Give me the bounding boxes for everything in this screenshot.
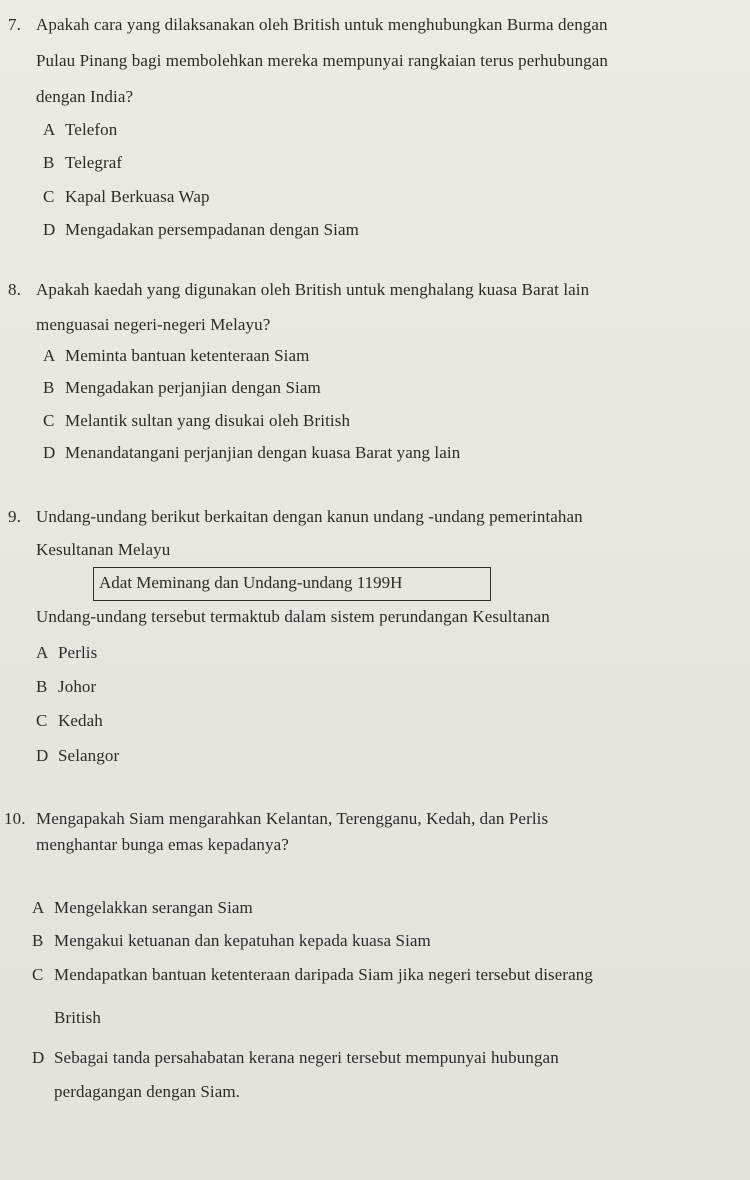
question-9-info-box-text: Adat Meminang dan Undang-undang 1199H	[99, 573, 403, 592]
question-9-option-d: D Selangor	[36, 746, 120, 765]
question-10-stem-line-2: menghantar bunga emas kepadanya?	[36, 835, 289, 854]
question-10-stem-line-1: 10. Mengapakah Siam mengarahkan Kelantan, Terengganu, Kedah, dan Perlis	[4, 809, 549, 828]
question-8-option-d: D Menandatangani perjanjian dengan kuasa Barat yang lain	[43, 443, 461, 462]
question-9-number: 9.	[8, 507, 21, 526]
question-9-option-a: A Perlis	[36, 643, 98, 662]
question-8-option-c: C Melantik sultan yang disukai oleh British	[43, 411, 351, 430]
question-10-option-d-cont: perdagangan dengan Siam.	[54, 1082, 241, 1101]
question-9-stem-line-1: 9. Undang-undang berikut berkaitan dengan kanun undang -undang pemerintahan	[8, 507, 583, 526]
question-8-stem-line-2: menguasai negeri-negeri Melayu?	[36, 315, 271, 334]
question-10-option-c-cont: British	[54, 1008, 101, 1027]
question-7-option-a: A Telefon	[43, 120, 118, 139]
question-8-number: 8.	[8, 280, 21, 299]
question-10-option-c: C Mendapatkan bantuan ketenteraan daripada Siam jika negeri tersebut diserang	[32, 965, 594, 984]
question-9-option-c: C Kedah	[36, 711, 103, 730]
question-8-option-b: B Mengadakan perjanjian dengan Siam	[43, 378, 321, 397]
question-10-option-a: A Mengelakkan serangan Siam	[32, 898, 253, 917]
question-10-option-d: D Sebagai tanda persahabatan kerana negeri tersebut mempunyai hubungan	[32, 1048, 559, 1067]
question-7-number: 7.	[8, 15, 21, 34]
question-7-stem-line-2: Pulau Pinang bagi membolehkan mereka mempunyai rangkaian terus perhubungan	[36, 51, 609, 70]
question-9-option-b: B Johor	[36, 677, 97, 696]
question-9-stem-line-2: Kesultanan Melayu	[36, 540, 171, 559]
question-7-option-c: C Kapal Berkuasa Wap	[43, 187, 210, 206]
question-7-option-b: B Telegraf	[43, 153, 123, 172]
question-7-option-d: D Mengadakan persempadanan dengan Siam	[43, 220, 359, 239]
question-10-option-b: B Mengakui ketuanan dan kepatuhan kepada kuasa Siam	[32, 931, 431, 950]
question-9-after-box-line: Undang-undang tersebut termaktub dalam sistem perundangan Kesultanan	[36, 607, 550, 626]
question-8-option-a: A Meminta bantuan ketenteraan Siam	[43, 346, 310, 365]
question-7-stem-line-3: dengan India?	[36, 87, 134, 106]
question-7-stem-line-1: 7. Apakah cara yang dilaksanakan oleh British untuk menghubungkan Burma dengan	[8, 15, 608, 34]
question-8-stem-line-1: 8. Apakah kaedah yang digunakan oleh British untuk menghalang kuasa Barat lain	[8, 280, 590, 299]
question-9-info-box	[93, 567, 491, 601]
question-10-number: 10.	[4, 809, 26, 828]
